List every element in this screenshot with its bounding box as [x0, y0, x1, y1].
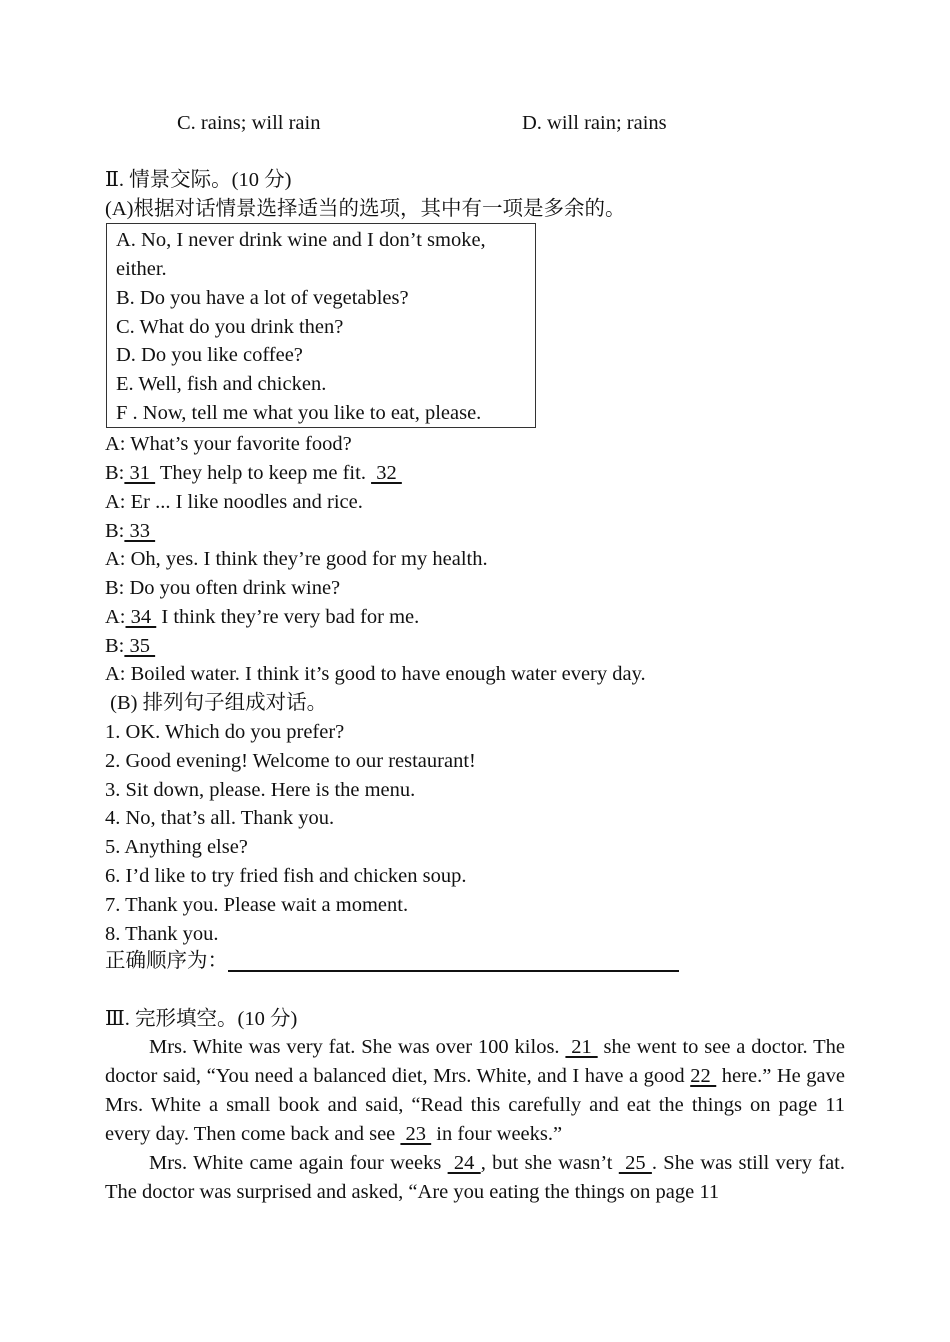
- dialogue-line-2: [105, 461, 402, 485]
- dialogue-line-8: [105, 634, 155, 658]
- blank-31: 31: [124, 462, 156, 484]
- blank-25: 25: [618, 1152, 652, 1174]
- speaker-b: B:: [105, 635, 125, 657]
- cloze-passage: [105, 1033, 845, 1207]
- sentence-item: 3. Sit down, please. Here is the menu.: [105, 779, 416, 801]
- paragraph-1: [105, 1033, 845, 1149]
- blank-35: 35: [124, 635, 156, 657]
- passage-text: she went to see a doctor. The doctor said, “You need a balanced diet, Mrs. White, and I have a good: [105, 1036, 846, 1087]
- blank-34: 34: [125, 606, 157, 628]
- dialogue-line-1: A: What’s your favorite food?: [105, 433, 352, 455]
- option-line: D. Do you like coffee?: [116, 344, 303, 366]
- blank-33: 33: [124, 520, 156, 542]
- sentence-item: 1. OK. Which do you prefer?: [105, 721, 345, 743]
- blank-32: 32: [371, 462, 402, 484]
- option-line: C. What do you drink then?: [116, 316, 344, 338]
- part-a-instruction: (A)根据对话情景选择适当的选项，其中有一项是多余的。: [105, 198, 626, 220]
- passage-text: Mrs. White was very fat. She was over 100 kilos.: [149, 1036, 566, 1058]
- section-3-title: Ⅲ. 完形填空。(10 分): [105, 1008, 298, 1030]
- sentence-item: 7. Thank you. Please wait a moment.: [105, 894, 409, 916]
- options-box: [106, 223, 536, 428]
- sentence-item: 4. No, that’s all. Thank you.: [105, 807, 335, 829]
- passage-text: in four weeks.”: [431, 1123, 563, 1145]
- passage-text: here.” He gave Mrs. White a small book and said, “Read this carefully and eat the things on page 11 every day. Then come back and see: [105, 1065, 845, 1145]
- dialogue-line-3: A: Er ... I like noodles and rice.: [105, 491, 363, 513]
- option-line: either.: [116, 258, 167, 280]
- speaker-b: B:: [105, 462, 125, 484]
- option-line: F . Now, tell me what you like to eat, please.: [116, 402, 482, 424]
- sentence-item: 8. Thank you.: [105, 923, 219, 945]
- paragraph-2: [105, 1149, 845, 1207]
- option-d: D. will rain; rains: [522, 112, 667, 134]
- passage-text: Mrs. White came again four weeks: [149, 1152, 448, 1174]
- speaker-a: A:: [105, 606, 126, 628]
- section-2-title: Ⅱ. 情景交际。(10 分): [105, 169, 292, 191]
- part-b-instruction: (B) 排列句子组成对话。: [105, 692, 328, 714]
- dialogue-line-7: [105, 605, 419, 629]
- dialogue-line-5: A: Oh, yes. I think they’re good for my health.: [105, 548, 488, 570]
- dialogue-text: They help to keep me fit.: [155, 462, 372, 484]
- blank-21: 21: [565, 1036, 598, 1058]
- blank-23: 23: [400, 1123, 432, 1145]
- answer-line: [105, 949, 679, 973]
- answer-label: 正确顺序为：: [105, 950, 228, 972]
- dialogue-text: I think they’re very bad for me.: [156, 606, 420, 628]
- sentence-item: 5. Anything else?: [105, 836, 248, 858]
- sentence-item: 2. Good evening! Welcome to our restaurant!: [105, 750, 476, 772]
- sentence-item: 6. I’d like to try fried fish and chicken soup.: [105, 865, 467, 887]
- dialogue-line-6: B: Do you often drink wine?: [105, 577, 341, 599]
- blank-22: 22: [690, 1065, 717, 1087]
- dialogue-line-9: A: Boiled water. I think it’s good to have enough water every day.: [105, 663, 646, 685]
- option-line: A. No, I never drink wine and I don’t smoke,: [116, 229, 486, 251]
- passage-text: , but she wasn’t: [480, 1152, 619, 1174]
- option-line: E. Well, fish and chicken.: [116, 373, 327, 395]
- blank-24: 24: [447, 1152, 481, 1174]
- passage-text: . She was still very fat. The doctor was surprised and asked, “Are you eating the things on page 11: [105, 1152, 845, 1203]
- speaker-b: B:: [105, 520, 125, 542]
- option-line: B. Do you have a lot of vegetables?: [116, 287, 409, 309]
- option-c: C. rains; will rain: [177, 112, 321, 134]
- dialogue-line-4: [105, 519, 155, 543]
- answer-blank[interactable]: [228, 950, 679, 972]
